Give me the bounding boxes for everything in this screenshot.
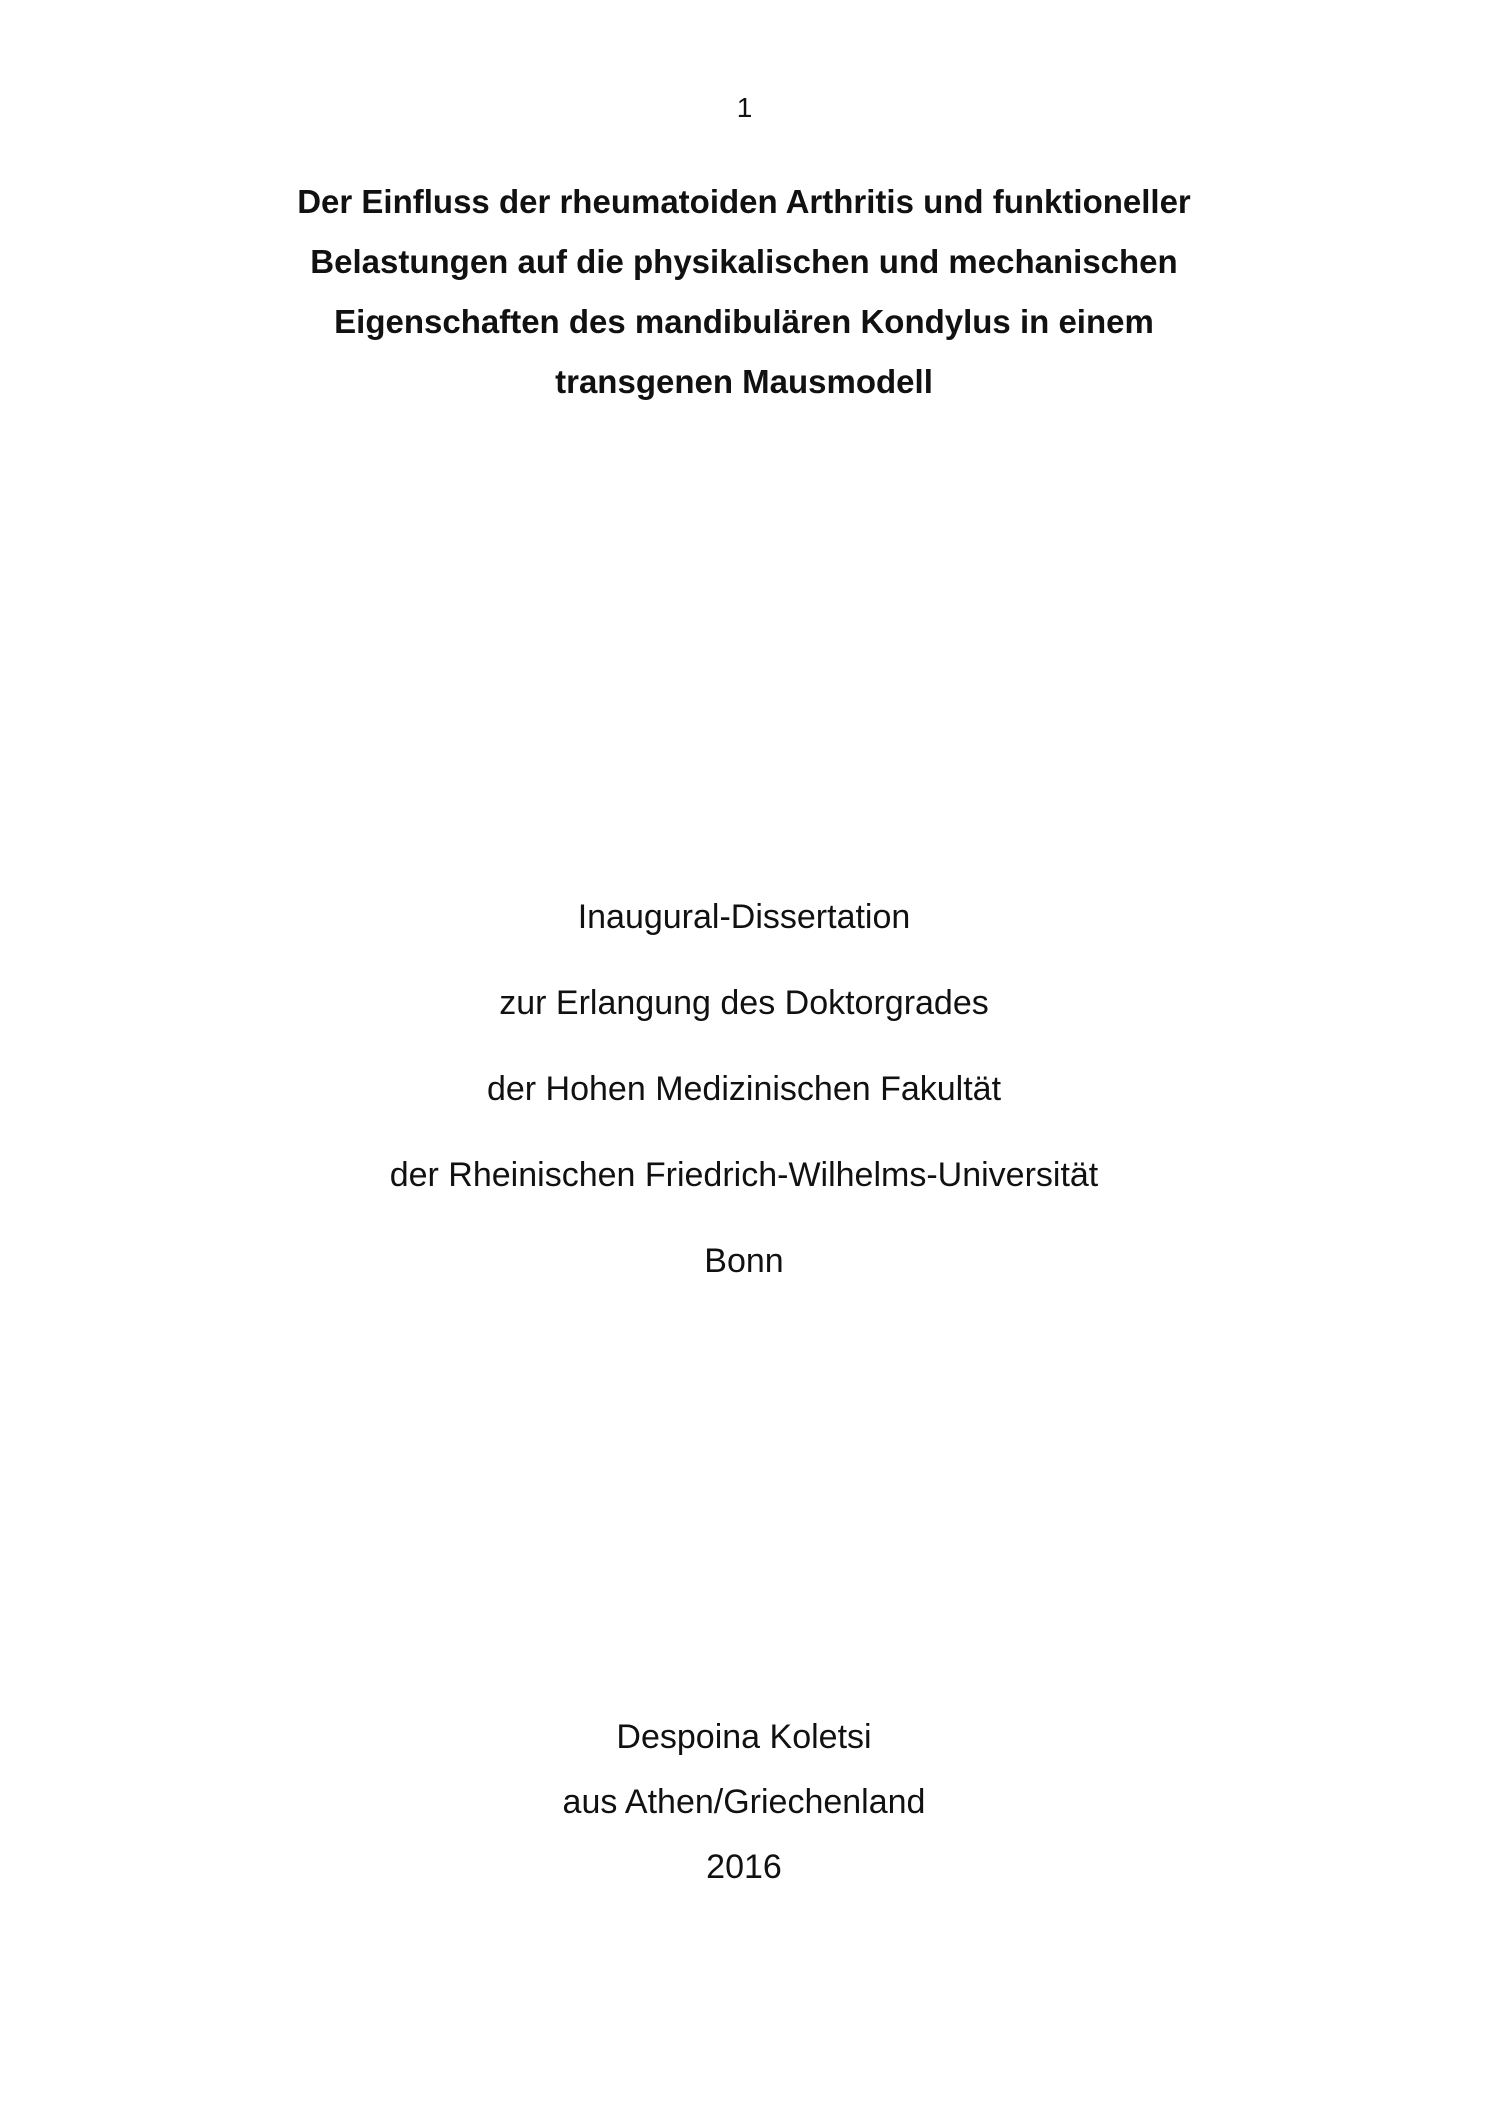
author-info	[144, 1710, 1344, 1905]
publication-year: 2016	[706, 1848, 782, 1886]
city: Bonn	[704, 1242, 784, 1280]
title-line: Eigenschaften des mandibulären Kondylus in einem	[334, 303, 1154, 340]
title-line: Der Einfluss der rheumatoiden Arthritis und funktioneller	[297, 183, 1191, 220]
dissertation-type: Inaugural-Dissertation	[577, 898, 911, 936]
author-origin: aus Athen/Griechenland	[562, 1783, 926, 1821]
dissertation-purpose: zur Erlangung des Doktorgrades	[499, 984, 989, 1022]
title-line: Belastungen auf die physikalischen und mechanischen	[310, 243, 1178, 280]
author-name: Despoina Koletsi	[616, 1718, 872, 1756]
dissertation-info	[144, 890, 1344, 1320]
title-line: transgenen Mausmodell	[555, 363, 933, 400]
faculty: der Hohen Medizinischen Fakultät	[486, 1070, 1002, 1108]
university: der Rheinischen Friedrich-Wilhelms-Universität	[389, 1156, 1099, 1194]
document-title	[144, 172, 1344, 412]
page-number: 1	[736, 92, 753, 123]
